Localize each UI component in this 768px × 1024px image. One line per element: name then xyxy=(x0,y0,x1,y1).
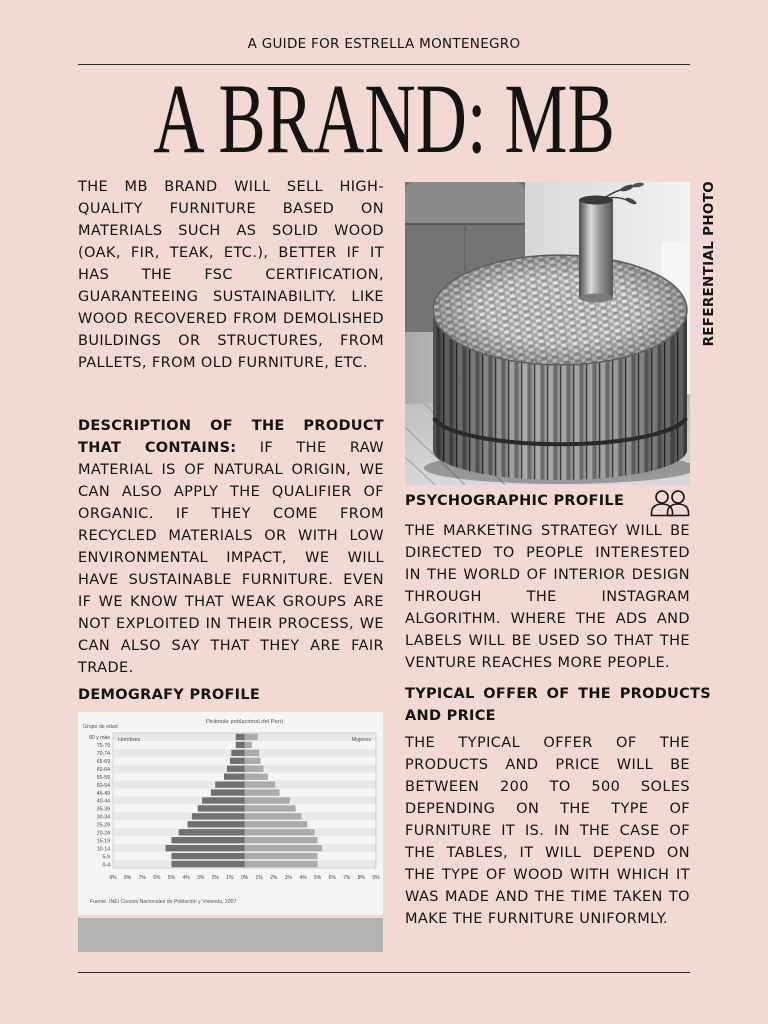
age-group-label: 15-19 xyxy=(96,838,110,845)
referential-photo xyxy=(405,182,690,485)
x-tick-label: 5% xyxy=(167,875,176,881)
age-group-label: 70-74 xyxy=(96,751,110,758)
pyramid-bar-mujeres xyxy=(245,742,252,748)
pyramid-bar-mujeres xyxy=(245,821,308,827)
pyramid-bar-mujeres xyxy=(245,766,264,772)
pyramid-bar-hombres xyxy=(236,734,245,740)
people-icon xyxy=(650,489,690,517)
chart-source: Fuente: INEI Censos Nacionales de Población y Vivienda, 2007 xyxy=(90,899,237,905)
pyramid-bar-hombres xyxy=(202,797,244,803)
series-label-hombres: Hombres xyxy=(118,737,141,743)
product-description-text: IF THE RAW MATERIAL IS OF NATURAL ORIGIN, WE CAN ALSO APPLY THE QUALIFIER OF ORGANIC. IF THEY COME FROM RECYCLED MATERIALS OR WITH LOW ENVIRONMENTAL IMPACT, WE WILL HAVE SUSTAINABLE FURNITURE. EVEN IF WE KNOW THAT WEAK GROUPS ARE NOT EXPLOITED IN THEIR PROCESS, WE CAN ALSO SAY THAT THEY ARE FAIR TRADE. xyxy=(78,440,384,676)
x-tick-label: 6% xyxy=(153,875,161,881)
age-group-label: 35-39 xyxy=(96,806,110,813)
typical-offer-paragraph: THE TYPICAL OFFER OF THE PRODUCTS AND PRICE WILL BE BETWEEN 200 TO 500 SOLES DEPENDING ON THE TYPE OF FURNITURE IT IS. IN THE CASE OF THE TABLES, IT WILL DEPEND ON THE TYPE OF WOOD WITH WHICH IT WAS MADE AND THE TIME TAKEN TO MAKE THE FURNITURE UNIFORMLY. xyxy=(405,735,690,927)
pyramid-bar-mujeres xyxy=(245,813,302,819)
x-tick-label: 8% xyxy=(123,875,132,881)
age-group-label: 55-59 xyxy=(96,774,110,781)
pyramid-bar-hombres xyxy=(227,766,245,772)
age-group-label: 50-54 xyxy=(96,782,110,789)
x-tick-label: 2% xyxy=(270,875,278,881)
page-title: A BRAND: MB xyxy=(153,63,615,174)
series-label-mujeres: Mujeres xyxy=(351,737,371,743)
pyramid-bar-mujeres xyxy=(245,789,280,795)
population-pyramid-figure xyxy=(78,712,383,915)
referential-photo-caption: REFERENTIAL PHOTO xyxy=(701,181,717,347)
pyramid-bar-mujeres xyxy=(245,829,315,835)
x-tick-label: 7% xyxy=(343,875,351,881)
age-group-label: 0-4 xyxy=(102,862,110,869)
age-group-label: 25-29 xyxy=(96,822,110,829)
chart-title: Pirámide poblacional del Perú xyxy=(205,719,284,725)
bottom-divider xyxy=(78,972,690,973)
age-group-label: 40-44 xyxy=(96,798,110,805)
demography-heading: DEMOGRAFY PROFILE xyxy=(78,687,261,703)
x-tick-label: 2% xyxy=(211,875,219,881)
pyramid-bar-hombres xyxy=(211,789,245,795)
pyramid-bar-mujeres xyxy=(245,797,290,803)
x-tick-label: 1% xyxy=(226,875,234,881)
photo-table-top-shading xyxy=(433,255,687,365)
x-tick-label: 4% xyxy=(299,875,307,881)
pyramid-bar-mujeres xyxy=(245,750,260,756)
age-group-label: 80 y más xyxy=(88,735,110,742)
x-tick-label: 5% xyxy=(313,875,322,881)
pyramid-bar-hombres xyxy=(171,837,244,843)
pyramid-bar-mujeres xyxy=(245,861,318,867)
pyramid-bar-mujeres xyxy=(245,805,296,811)
pyramid-bar-hombres xyxy=(215,781,244,787)
typical-offer-heading: TYPICAL OFFER OF THE PRODUCTS AND PRICE xyxy=(405,686,711,724)
x-tick-label: 6% xyxy=(328,875,336,881)
x-tick-label: 0% xyxy=(240,875,249,881)
age-group-label: 5-9 xyxy=(102,854,110,861)
x-tick-label: 1% xyxy=(255,875,263,881)
pyramid-bar-hombres xyxy=(231,750,244,756)
psychographic-heading: PSYCHOGRAPHIC PROFILE xyxy=(405,493,625,509)
pyramid-bar-mujeres xyxy=(245,758,261,764)
age-group-label: 30-34 xyxy=(96,814,110,821)
age-group-label: 20-24 xyxy=(96,830,110,837)
intro-paragraph: THE MB BRAND WILL SELL HIGH-QUALITY FURNITURE BASED ON MATERIALS SUCH AS SOLID WOOD (OAK, FIR, TEAK, ETC.), BETTER IF IT HAS THE FSC CERTIFICATION, GUARANTEEING SUSTAINABILITY. LIKE WOOD RECOVERED FROM DEMOLISHED BUILDINGS OR STRUCTURES, FROM PALLETS, FROM OLD FURNITURE, ETC. xyxy=(78,179,384,371)
age-group-label: 65-69 xyxy=(96,759,110,766)
x-tick-label: 4% xyxy=(182,875,190,881)
pyramid-bar-hombres xyxy=(236,742,245,748)
y-axis-label: Grupo de edad xyxy=(83,724,118,730)
pyramid-bar-mujeres xyxy=(245,734,258,740)
pyramid-bar-hombres xyxy=(230,758,245,764)
guide-label: A GUIDE FOR ESTRELLA MONTENEGRO xyxy=(247,36,521,52)
pyramid-bar-hombres xyxy=(224,774,244,780)
pyramid-bar-mujeres xyxy=(245,845,322,851)
pyramid-bar-hombres xyxy=(188,821,245,827)
age-group-label: 75-79 xyxy=(96,743,110,750)
age-group-label: 45-49 xyxy=(96,790,110,797)
pyramid-bar-hombres xyxy=(198,805,245,811)
pyramid-bar-hombres xyxy=(192,813,245,819)
pyramid-bar-mujeres xyxy=(245,837,318,843)
x-tick-label: 3% xyxy=(284,875,292,881)
x-tick-label: 7% xyxy=(138,875,146,881)
chart-placeholder-bar xyxy=(78,918,383,952)
pyramid-bar-mujeres xyxy=(245,853,318,859)
pyramid-bar-mujeres xyxy=(245,774,268,780)
pyramid-bar-hombres xyxy=(171,861,244,867)
pyramid-bar-hombres xyxy=(166,845,245,851)
title-container xyxy=(0,63,768,174)
x-tick-label: 9% xyxy=(372,875,380,881)
pyramid-bar-mujeres xyxy=(245,781,276,787)
x-tick-label: 9% xyxy=(109,875,117,881)
population-pyramid-chart xyxy=(78,712,383,915)
age-group-label: 10-14 xyxy=(96,846,110,853)
x-tick-label: 3% xyxy=(197,875,205,881)
pyramid-bar-hombres xyxy=(179,829,245,835)
psychographic-paragraph: THE MARKETING STRATEGY WILL BE DIRECTED TO PEOPLE INTERESTED IN THE WORLD OF INTERIOR DESIGN THROUGH THE INSTAGRAM ALGORITHM. WHERE THE ADS AND LABELS WILL BE USED SO THAT THE VENTURE REACHES MORE PEOPLE. xyxy=(405,523,690,671)
photo-vase xyxy=(579,196,613,303)
product-description-paragraph xyxy=(78,415,384,679)
x-tick-label: 8% xyxy=(357,875,366,881)
age-group-label: 60-64 xyxy=(96,766,110,773)
product-description-label: DESCRIPTION OF THE PRODUCT THAT CONTAINS: xyxy=(78,418,384,456)
pyramid-bar-hombres xyxy=(171,853,244,859)
